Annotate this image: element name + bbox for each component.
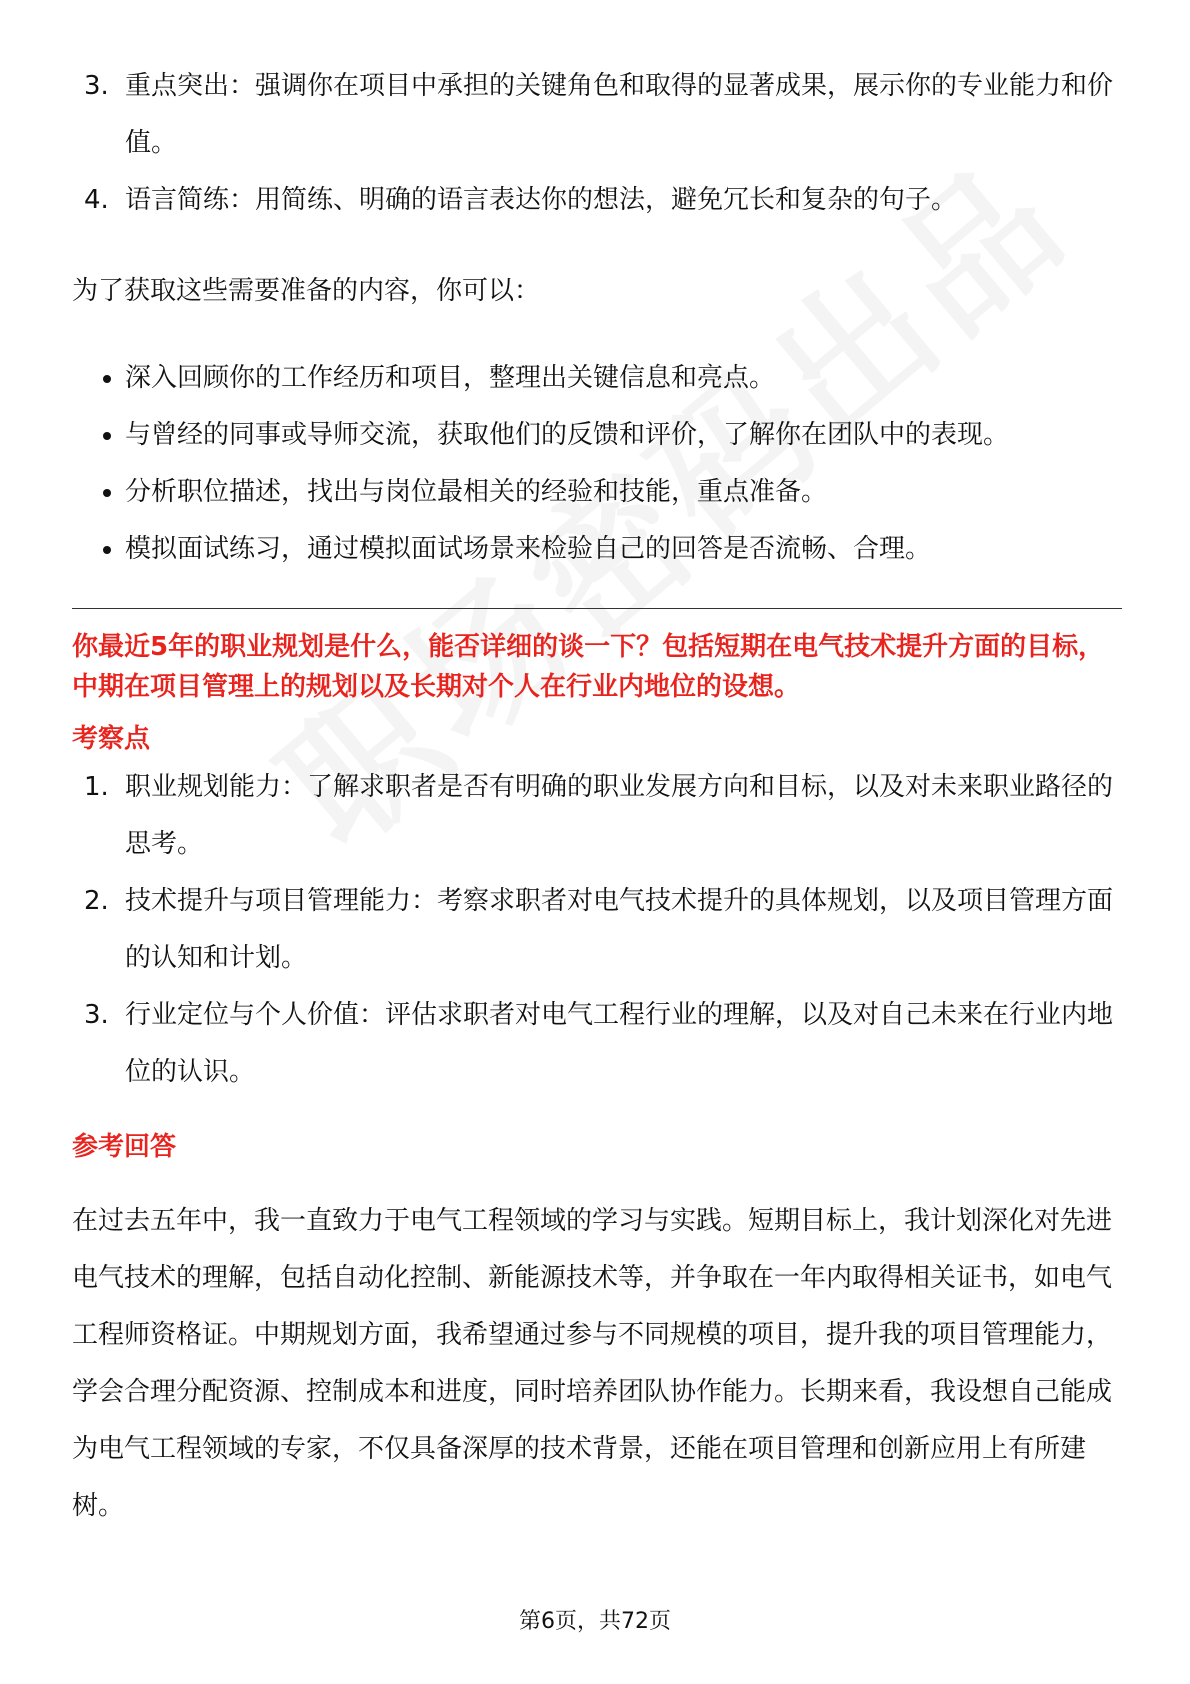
list-item-number: 2. [84,886,109,916]
bullet-dot-icon [103,546,111,554]
page-number-footer: 第6页，共72页 [519,1609,671,1634]
page-content [72,58,1122,1535]
list-item-text: 职业规划能力：了解求职者是否有明确的职业发展方向和目标，以及对未来职业路径的思考。 [125,772,1114,859]
list-item-text: 技术提升与项目管理能力：考察求职者对电气技术提升的具体规划，以及项目管理方面的认知和计划。 [125,886,1114,973]
bullet-item [72,350,1122,407]
list-item-number: 3. [84,71,109,101]
bullet-item [72,407,1122,464]
bullet-dot-icon [103,432,111,440]
list-item [72,987,1122,1101]
bullet-dot-icon [103,489,111,497]
preparation-bullet-list [72,350,1122,578]
assessment-numbered-list [72,759,1122,1101]
list-item-text: 行业定位与个人价值：评估求职者对电气工程行业的理解，以及对自己未来在行业内地位的认识。 [125,1000,1114,1087]
bullet-text: 分析职位描述，找出与岗位最相关的经验和技能，重点准备。 [125,477,828,507]
list-item-text: 重点突出：强调你在项目中承担的关键角色和取得的显著成果，展示你的专业能力和价值。 [125,71,1114,158]
list-item [72,873,1122,987]
bullet-item [72,521,1122,578]
reference-answer: 在过去五年中，我一直致力于电气工程领域的学习与实践。短期目标上，我计划深化对先进电气技术的理解，包括自动化控制、新能源技术等，并争取在一年内取得相关证书，如电气工程师资格证。中期规划方面，我希望通过参与不同规模的项目，提升我的项目管理能力，学会合理分配资源、控制成本和进度，同时培养团队协作能力。长期来看，我设想自己能成为电气工程领域的专家，不仅具备深厚的技术背景，还能在项目管理和创新应用上有所建树。 [72,1206,1113,1521]
list-item-number: 4. [84,185,109,215]
list-item [72,58,1122,172]
answer-heading: 参考回答 [72,1132,177,1162]
assessment-heading: 考察点 [72,724,151,754]
bullet-text: 与曾经的同事或导师交流，获取他们的反馈和评价，了解你在团队中的表现。 [125,420,1010,450]
bullet-dot-icon [103,375,111,383]
bullet-text: 模拟面试练习，通过模拟面试场景来检验自己的回答是否流畅、合理。 [125,534,932,564]
list-item-number: 1. [84,772,109,802]
list-item [72,759,1122,873]
list-item-number: 3. [84,1000,109,1030]
list-item [72,172,1122,229]
bullet-item [72,464,1122,521]
section-divider [72,608,1122,609]
top-numbered-list [72,58,1122,229]
bullet-text: 深入回顾你的工作经历和项目，整理出关键信息和亮点。 [125,363,776,393]
list-item-text: 语言简练：用简练、明确的语言表达你的想法，避免冗长和复杂的句子。 [125,185,958,215]
intro-paragraph: 为了获取这些需要准备的内容，你可以： [72,276,541,306]
interview-question: 你最近5年的职业规划是什么，能否详细的谈一下？包括短期在电气技术提升方面的目标，中期在项目管理上的规划以及长期对个人在行业内地位的设想。 [72,632,1105,702]
